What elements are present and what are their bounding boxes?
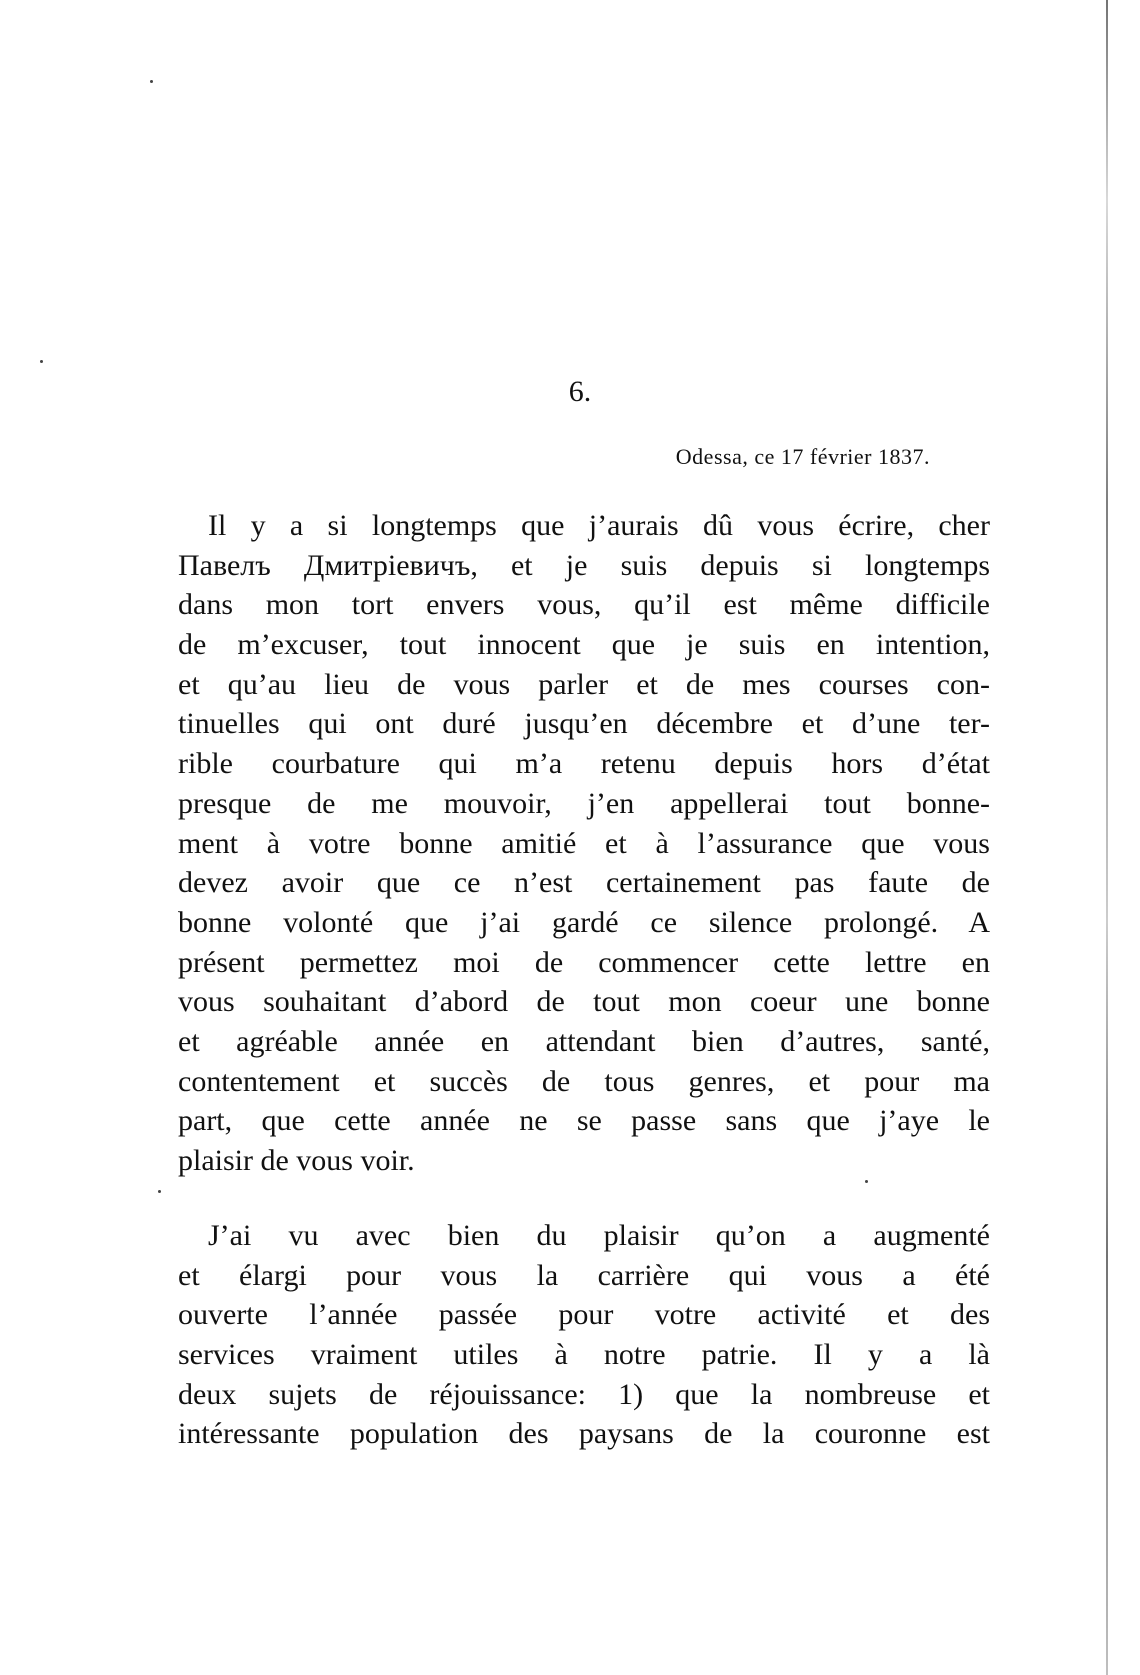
text-line: et élargi pour vous la carrière qui vous a été xyxy=(178,1258,990,1292)
text-line: deux sujets de réjouissance: 1) que la nombreuse et xyxy=(178,1377,990,1411)
text-line: contentement et succès de tous genres, et pour ma xyxy=(178,1064,990,1098)
text-line: services vraiment utiles à notre patrie. Il y a là xyxy=(178,1338,990,1372)
text-line: part, que cette année ne se passe sans que j’aye le xyxy=(178,1104,990,1138)
text-line: intéressante population des paysans de la couronne est xyxy=(178,1417,990,1451)
text-line: ouverte l’année passée pour votre activité et des xyxy=(178,1298,990,1332)
text-line: vous souhaitant d’abord de tout mon coeur une bonne xyxy=(178,985,990,1019)
letter-number: 6. xyxy=(568,375,592,408)
paragraph-2 xyxy=(178,1216,990,1454)
text-line: Il y a si longtemps que j’aurais dû vous écrire, cher xyxy=(208,509,990,542)
text-line: plaisir de vous voir. xyxy=(178,1144,415,1177)
scan-speck xyxy=(150,80,153,83)
paragraph-1 xyxy=(178,506,990,1181)
text-line: J’ai vu avec bien du plaisir qu’on a augmenté xyxy=(208,1219,990,1252)
scan-speck xyxy=(158,1190,161,1193)
text-line: et agréable année en attendant bien d’autres, santé, xyxy=(178,1024,990,1058)
page-edge-shadow xyxy=(1106,0,1108,1675)
text-line: devez avoir que ce n’est certainement pas faute de xyxy=(178,866,990,900)
text-line: tinuelles qui ont duré jusqu’en décembre et d’une ter- xyxy=(178,707,990,741)
text-line: de m’excuser, tout innocent que je suis en intention, xyxy=(178,628,990,662)
scan-speck xyxy=(40,360,43,363)
text-line: bonne volonté que j’ai gardé ce silence prolongé. A xyxy=(178,905,990,939)
text-line: Павелъ Дмитріевичъ, et je suis depuis si longtemps xyxy=(178,548,990,582)
text-line: et qu’au lieu de vous parler et de mes courses con- xyxy=(178,667,990,701)
text-line: presque de me mouvoir, j’en appellerai tout bonne- xyxy=(178,786,990,820)
letter-dateline: Odessa, ce 17 février 1837. xyxy=(675,444,930,469)
text-line: présent permettez moi de commencer cette lettre en xyxy=(178,945,990,979)
text-line: rible courbature qui m’a retenu depuis hors d’état xyxy=(178,747,990,781)
text-line: ment à votre bonne amitié et à l’assurance que vous xyxy=(178,826,990,860)
text-line: dans mon tort envers vous, qu’il est même difficile xyxy=(178,588,990,622)
